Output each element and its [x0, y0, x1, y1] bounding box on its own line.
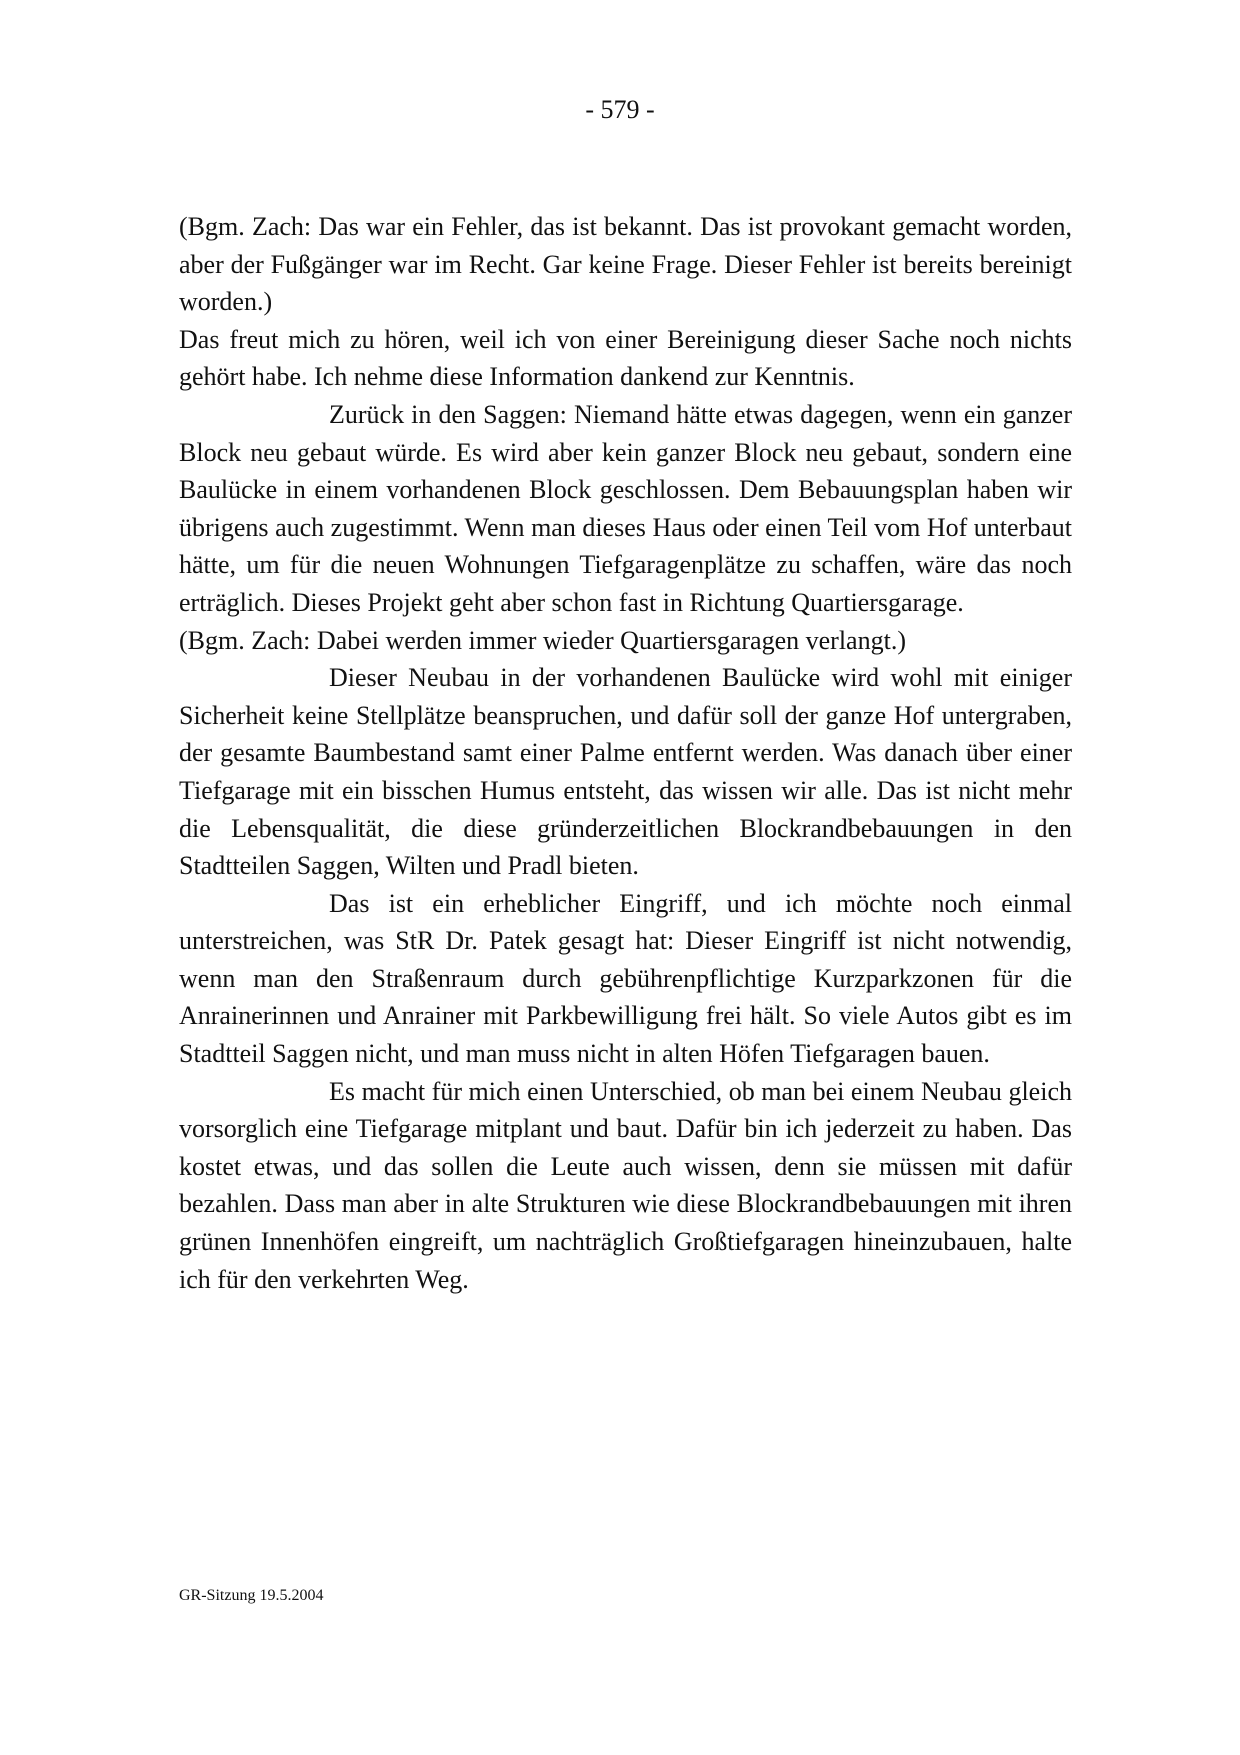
- paragraph-response: Das freut mich zu hören, weil ich von einer Bereinigung dieser Sache noch nichts gehört habe. Ich nehme diese Information dankend zur Kenntnis.: [179, 324, 1072, 392]
- paragraph-interjection-2: (Bgm. Zach: Dabei werden immer wieder Quartiersgaragen verlangt.): [179, 625, 906, 655]
- paragraph-eingriff: Das ist ein erheblicher Eingriff, und ich möchte noch einmal unterstreichen, was StR Dr. Patek gesagt hat: Dieser Eingriff ist nicht notwendig, wenn man den Straßenraum durch gebührenpflichtige Kurzparkzonen für die Anrainerinnen und Anrainer mit Parkbewilligung frei hält. So viele Autos gibt es im Stadtteil Saggen nicht, und man muss nicht in alten Höfen Tiefgaragen bauen.: [179, 888, 1072, 1069]
- page-number: - 579 -: [585, 95, 655, 124]
- paragraph-neubau: Dieser Neubau in der vorhandenen Baulücke wird wohl mit einiger Sicherheit keine Stellplätze beanspruchen, und dafür soll der ganze Hof untergraben, der gesamte Baumbestand samt einer Palme entfernt werden. Was danach über einer Tiefgarage mit ein bisschen Humus entsteht, das wissen wir alle. Das ist nicht mehr die Lebensqualität, die diese gründerzeitlichen Blockrandbebauungen in den Stadtteilen Saggen, Wilten und Pradl bieten.: [179, 663, 1072, 881]
- paragraph-saggen: Zurück in den Saggen: Niemand hätte etwas dagegen, wenn ein ganzer Block neu gebaut würde. Es wird aber kein ganzer Block neu gebaut, sondern eine Baulücke in einem vorhandenen Block geschlossen. Dem Bebauungsplan haben wir übrigens auch zugestimmt. Wenn man dieses Haus oder einen Teil vom Hof unterbaut hätte, um für die neuen Wohnungen Tiefgaragenplätze zu schaffen, wäre das noch erträglich. Dieses Projekt geht aber schon fast in Richtung Quartiersgarage.: [179, 399, 1072, 617]
- paragraph-interjection-1: (Bgm. Zach: Das war ein Fehler, das ist bekannt. Das ist provokant gemacht worden, aber der Fußgänger war im Recht. Gar keine Frage. Dieser Fehler ist bereits bereinigt worden.): [179, 212, 1072, 317]
- document-body: [179, 208, 1072, 1298]
- paragraph-unterschied: Es macht für mich einen Unterschied, ob man bei einem Neubau gleich vorsorglich eine Tiefgarage mitplant und baut. Dafür bin ich jederzeit zu haben. Das kostet etwas, und das sollen die Leute auch wissen, denn sie müssen mit dafür bezahlen. Dass man aber in alte Strukturen wie diese Blockrandbebauungen mit ihren grünen Innenhöfen eingreift, um nachträglich Großtiefgaragen hineinzubauen, halte ich für den verkehrten Weg.: [179, 1076, 1072, 1294]
- footer-session-date: GR-Sitzung 19.5.2004: [179, 1587, 324, 1604]
